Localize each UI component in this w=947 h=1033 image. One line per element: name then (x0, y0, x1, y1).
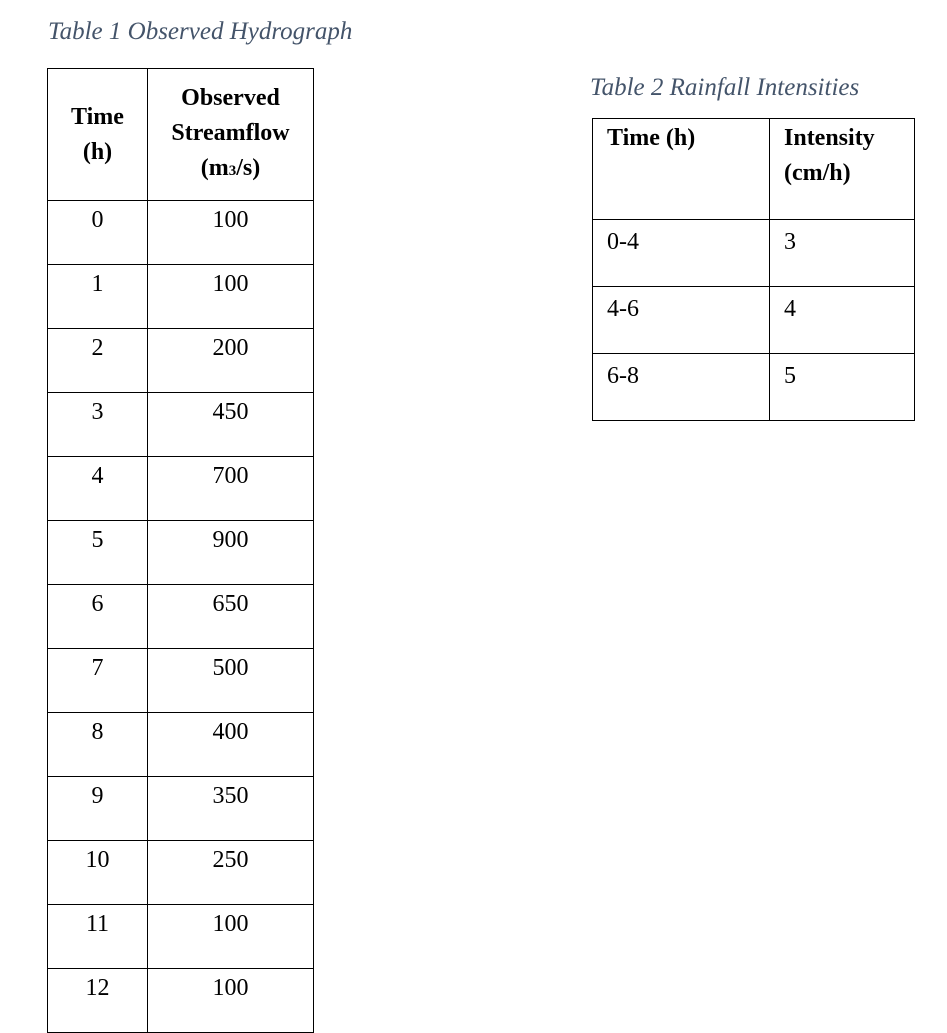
time-cell: 5 (48, 521, 148, 585)
streamflow-column-header (148, 69, 314, 201)
time-cell: 2 (48, 329, 148, 393)
table-row (48, 201, 314, 265)
observed-hydrograph-table (47, 68, 314, 1033)
time-cell: 11 (48, 905, 148, 969)
time-cell: 4 (48, 457, 148, 521)
table2-header-row (593, 119, 915, 220)
time-range-cell: 4-6 (593, 287, 770, 354)
intensity-cell: 4 (770, 287, 915, 354)
time-header-line1: Time (71, 103, 124, 130)
table1-header-row (48, 69, 314, 201)
intensity-header-line1: Intensity (784, 125, 875, 151)
table-row (48, 457, 314, 521)
table2-caption: Table 2 Rainfall Intensities (590, 74, 860, 101)
flow-unit-open: (m (200, 154, 229, 181)
intensity-header-line2: (cm/h) (784, 160, 851, 186)
flow-cell: 100 (148, 969, 314, 1033)
time-cell: 9 (48, 777, 148, 841)
flow-cell: 100 (148, 265, 314, 329)
flow-cell: 450 (148, 393, 314, 457)
time-range-cell: 6-8 (593, 354, 770, 421)
table-row (48, 713, 314, 777)
flow-cell: 700 (148, 457, 314, 521)
table-row (48, 265, 314, 329)
time-cell: 3 (48, 393, 148, 457)
table-row (593, 354, 915, 421)
table-row (48, 521, 314, 585)
flow-unit-close: /s) (236, 154, 261, 181)
flow-header-line1: Observed (181, 84, 280, 111)
flow-cell: 100 (148, 905, 314, 969)
time-cell: 0 (48, 201, 148, 265)
table-row (593, 287, 915, 354)
flow-cell: 400 (148, 713, 314, 777)
table1-caption: Table 1 Observed Hydrograph (48, 18, 353, 45)
time-cell: 10 (48, 841, 148, 905)
flow-cell: 200 (148, 329, 314, 393)
table-row (593, 220, 915, 287)
table-row (48, 329, 314, 393)
table-row (48, 777, 314, 841)
time-cell: 7 (48, 649, 148, 713)
flow-header-line2: Streamflow (171, 119, 290, 146)
table-row (48, 841, 314, 905)
flow-cell: 650 (148, 585, 314, 649)
time-cell: 12 (48, 969, 148, 1033)
intensity-cell: 3 (770, 220, 915, 287)
time-range-cell: 0-4 (593, 220, 770, 287)
flow-cell: 500 (148, 649, 314, 713)
flow-cell: 250 (148, 841, 314, 905)
table-row (48, 905, 314, 969)
table-row (48, 393, 314, 457)
rainfall-intensities-table (592, 118, 915, 421)
time-cell: 6 (48, 585, 148, 649)
flow-unit-sub: 3 (228, 162, 237, 179)
intensity-cell: 5 (770, 354, 915, 421)
flow-cell: 900 (148, 521, 314, 585)
time-cell: 8 (48, 713, 148, 777)
table-row (48, 649, 314, 713)
time-cell: 1 (48, 265, 148, 329)
flow-cell: 100 (148, 201, 314, 265)
table-row (48, 585, 314, 649)
flow-cell: 350 (148, 777, 314, 841)
intensity-column-header (770, 119, 915, 220)
time-column-header (48, 69, 148, 201)
time-column-header: Time (h) (593, 119, 770, 220)
table-row (48, 969, 314, 1033)
time-header-line2: (h) (82, 138, 113, 165)
